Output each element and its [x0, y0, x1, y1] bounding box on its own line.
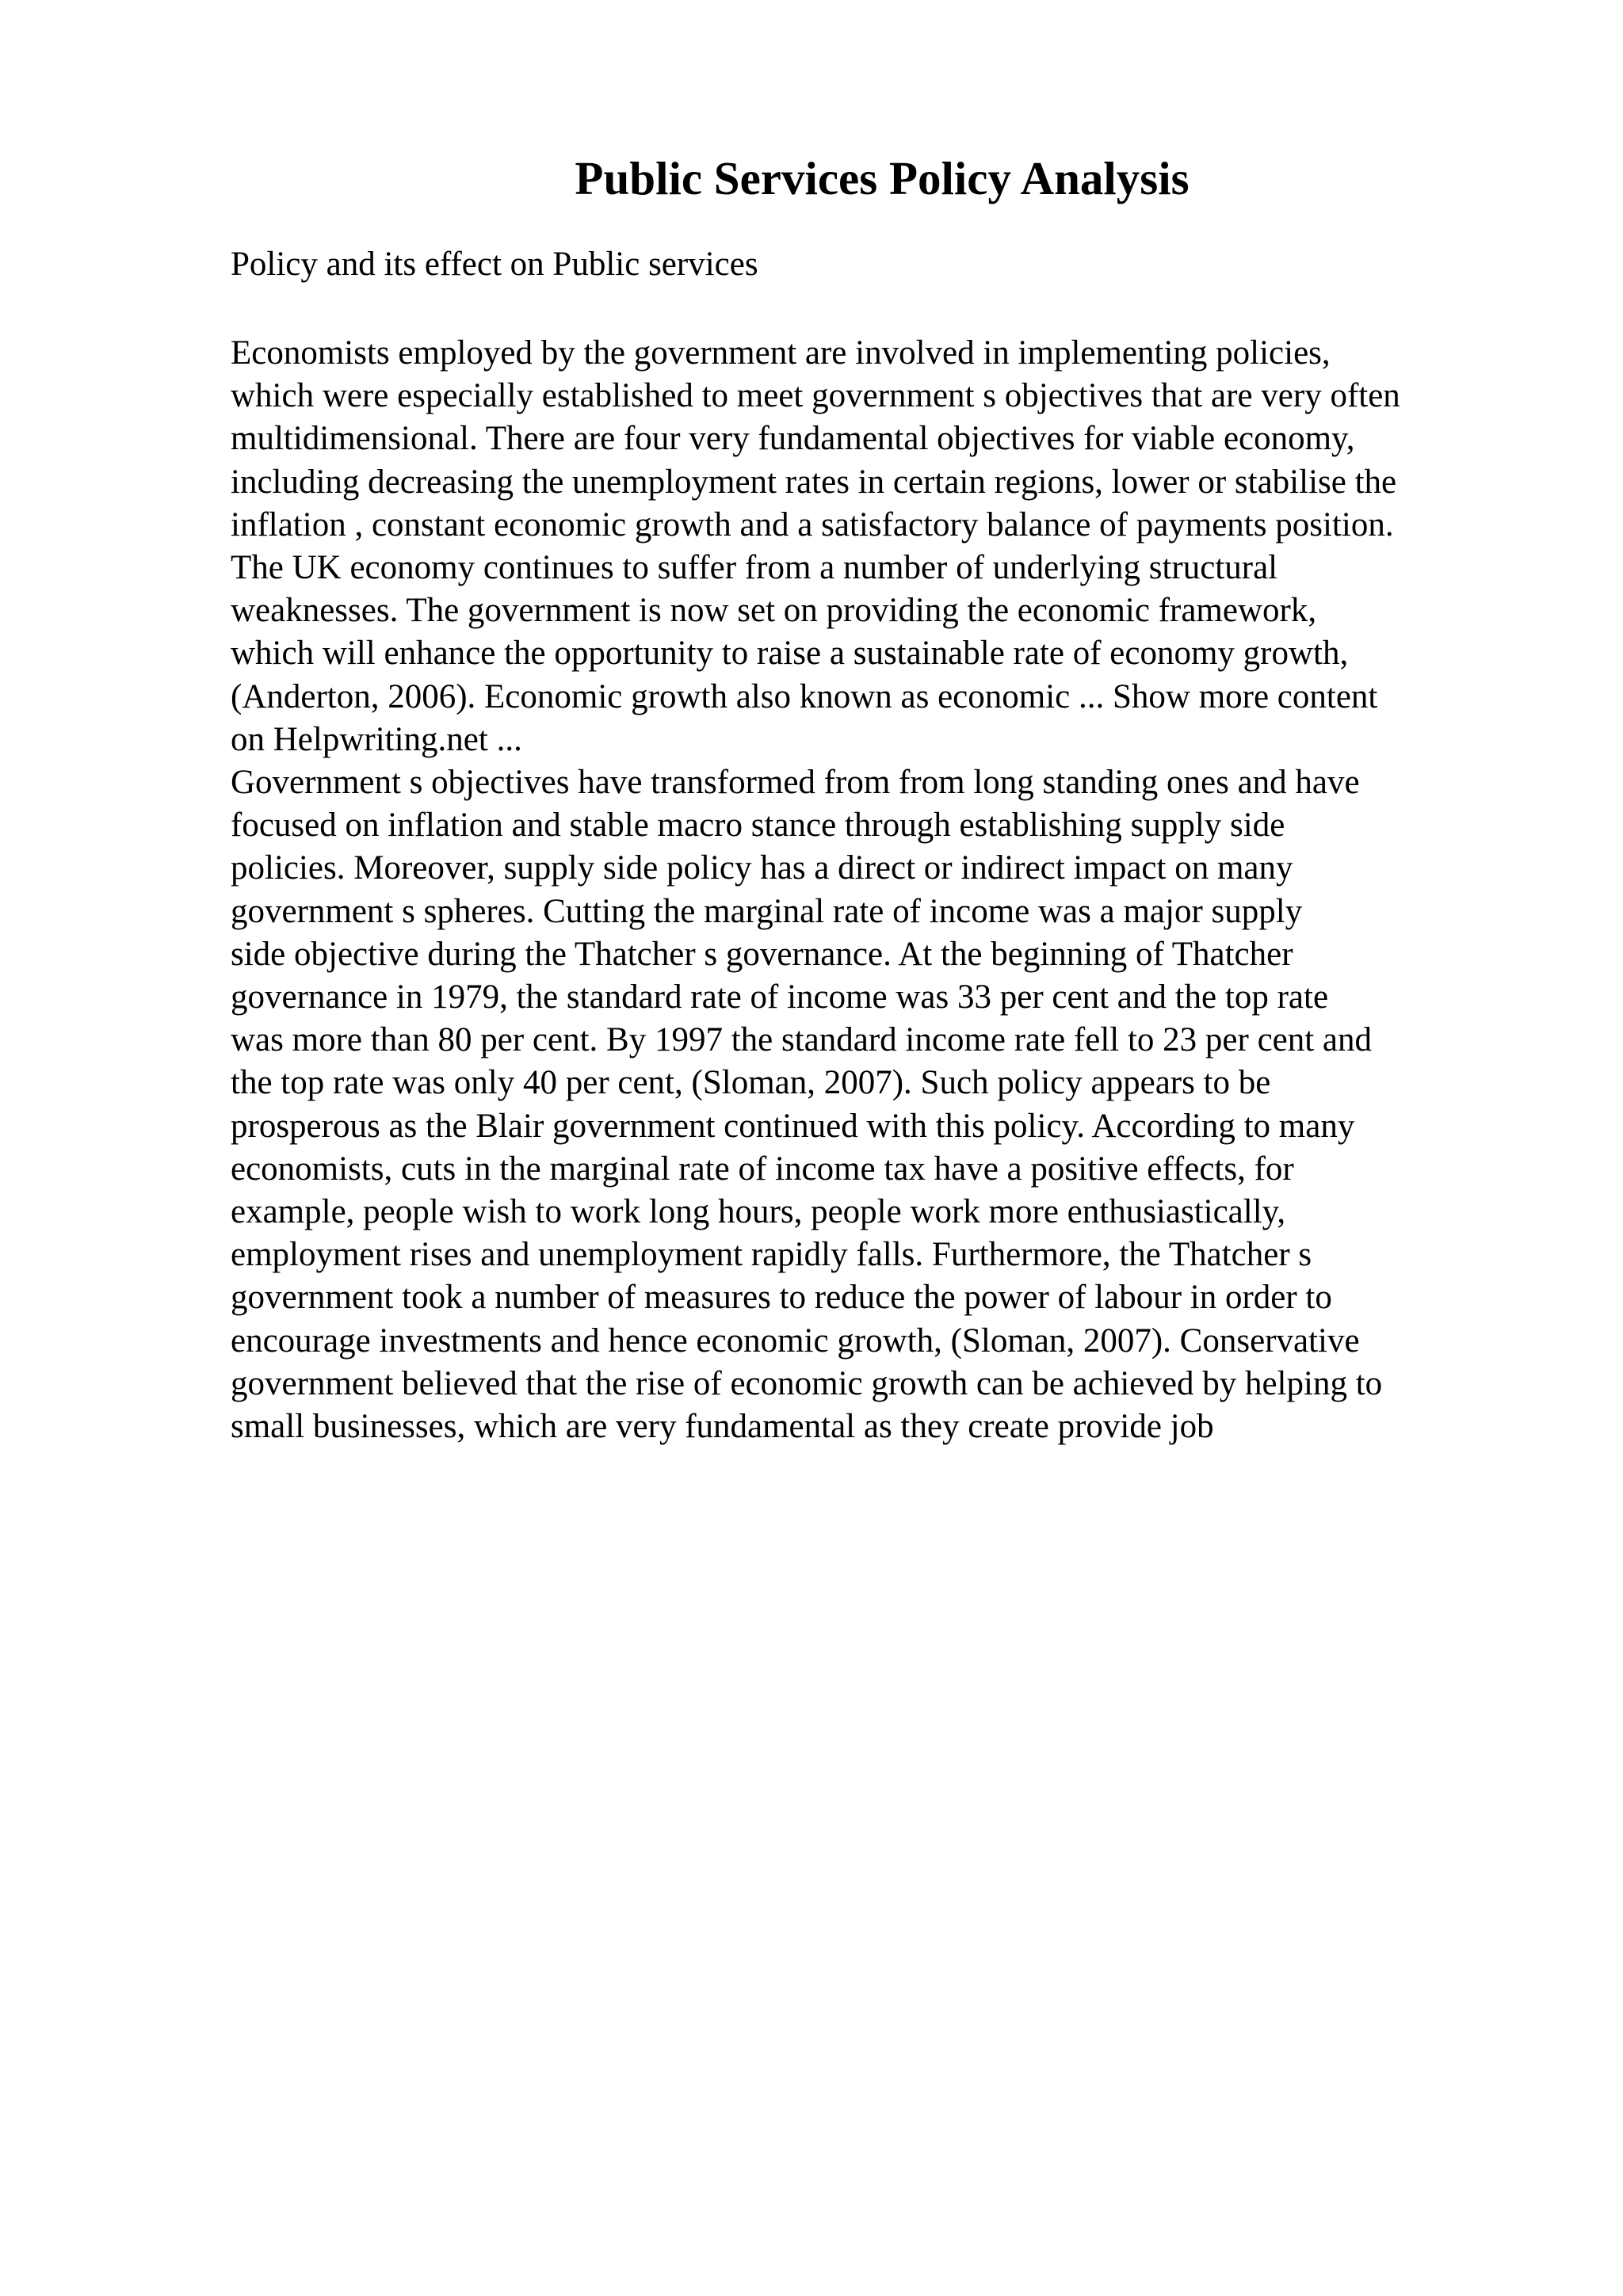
body-line: multidimensional. There are four very fundamental objectives for viable economy, [231, 420, 1355, 458]
body-line: weaknesses. The government is now set on providing the economic framework, [231, 592, 1317, 630]
body-line: which will enhance the opportunity to raise a sustainable rate of economy growth, [231, 635, 1349, 673]
body-text [231, 332, 1400, 1448]
body-line: government took a number of measures to reduce the power of labour in order to [231, 1279, 1332, 1317]
body-line: including decreasing the unemployment rates in certain regions, lower or stabilise the [231, 463, 1397, 501]
body-line: employment rises and unemployment rapidly falls. Furthermore, the Thatcher s [231, 1236, 1312, 1274]
body-line: (Anderton, 2006). Economic growth also known as economic ... Show more content [231, 677, 1378, 715]
body-line: was more than 80 per cent. By 1997 the standard income rate fell to 23 per cent and [231, 1021, 1373, 1059]
body-line: Government s objectives have transformed from from long standing ones and have [231, 764, 1360, 802]
document-title: Public Services Policy Analysis [575, 152, 1190, 204]
body-line: The UK economy continues to suffer from a number of underlying structural [231, 549, 1278, 587]
body-line: on Helpwriting.net ... [231, 720, 522, 758]
body-line: focused on inflation and stable macro stance through establishing supply side [231, 807, 1285, 845]
body-line: government believed that the rise of economic growth can be achieved by helping to [231, 1364, 1383, 1402]
body-line: small businesses, which are very fundamental as they create provide job [231, 1408, 1214, 1446]
body-line: side objective during the Thatcher s governance. At the beginning of Thatcher [231, 935, 1293, 973]
body-line: which were especially established to meet government s objectives that are very often [231, 377, 1400, 415]
body-line: example, people wish to work long hours, people work more enthusiastically, [231, 1193, 1286, 1231]
body-line: prosperous as the Blair government continued with this policy. According to many [231, 1107, 1355, 1145]
body-line: government s spheres. Cutting the marginal rate of income was a major supply [231, 892, 1303, 930]
body-line: Economists employed by the government are involved in implementing policies, [231, 334, 1331, 372]
body-line: encourage investments and hence economic growth, (Sloman, 2007). Conservative [231, 1322, 1360, 1360]
body-line: inflation , constant economic growth and a satisfactory balance of payments position. [231, 505, 1394, 543]
body-line: economists, cuts in the marginal rate of income tax have a positive effects, for [231, 1150, 1294, 1188]
body-line: governance in 1979, the standard rate of income was 33 per cent and the top rate [231, 978, 1329, 1016]
body-line: the top rate was only 40 per cent, (Sloman, 2007). Such policy appears to be [231, 1064, 1271, 1102]
body-line: policies. Moreover, supply side policy has a direct or indirect impact on many [231, 849, 1293, 887]
document-subtitle: Policy and its effect on Public services [231, 246, 758, 283]
